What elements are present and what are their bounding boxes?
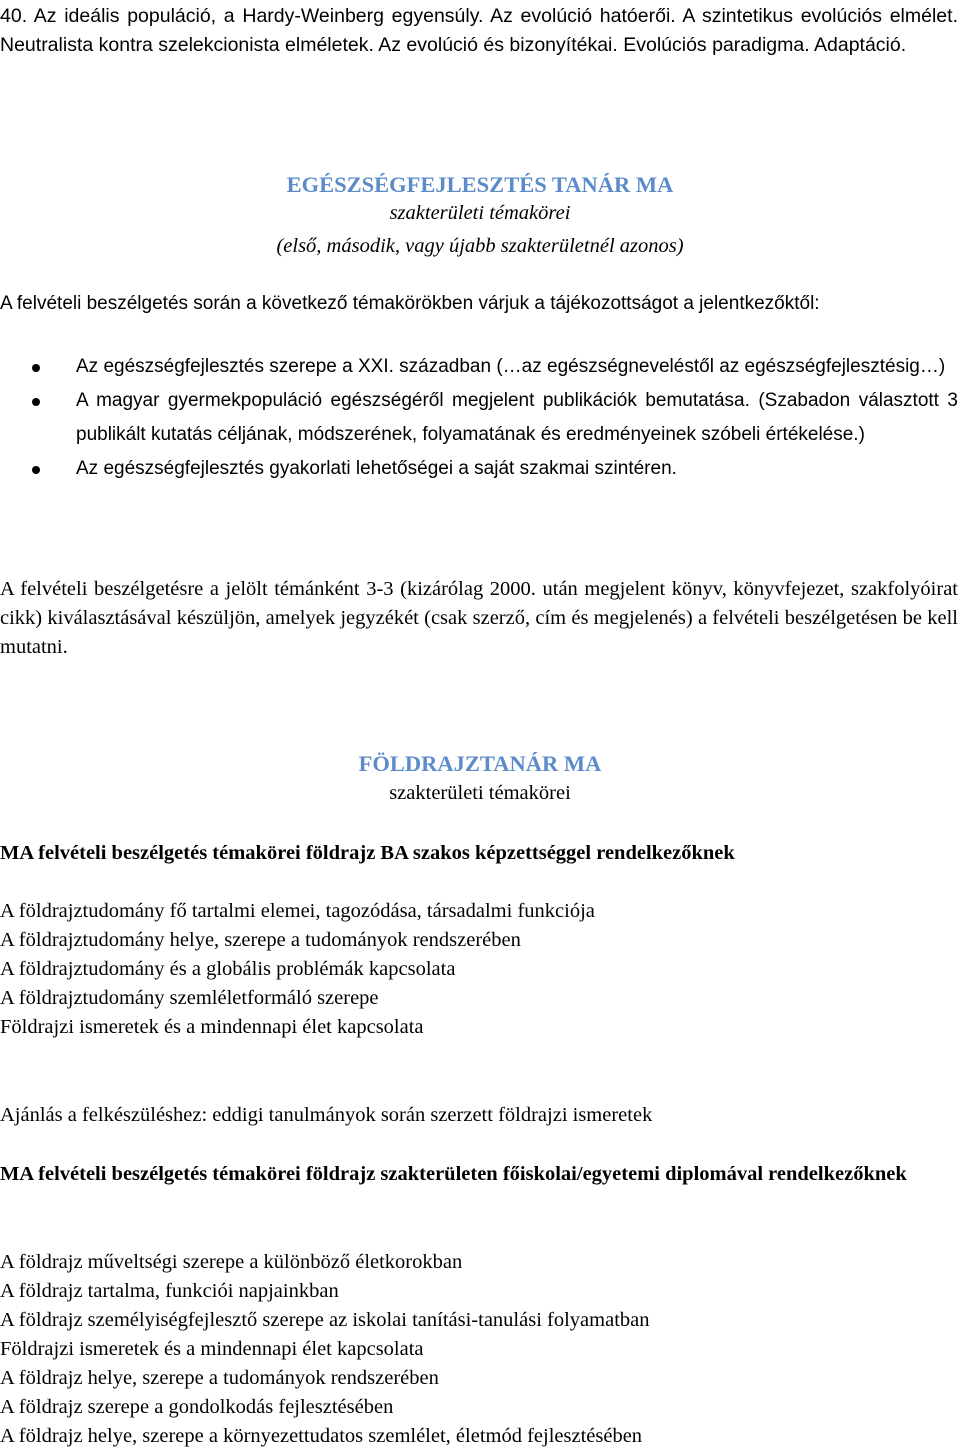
list-item: Földrajzi ismeretek és a mindennapi élet kapcsolata xyxy=(0,1338,424,1360)
section-subtitle-note: (első, második, vagy újabb szakterületnél azonos) xyxy=(276,235,684,257)
bullet-dot-icon xyxy=(32,466,40,474)
list-item: A földrajztudomány fő tartalmi elemei, tagozódása, társadalmi funkciója xyxy=(0,900,595,922)
list-item: A földrajztudomány helye, szerepe a tudományok rendszerében xyxy=(0,929,521,951)
intro-paragraph: A felvételi beszélgetés során a következő témakörökben várjuk a tájékozottságot a jelentkezőktől: xyxy=(0,293,820,314)
heading-ba: MA felvételi beszélgetés témakörei földrajz BA szakos képzettséggel rendelkezőknek xyxy=(0,842,735,864)
bullet-item xyxy=(0,452,958,486)
section-title-geography: FÖLDRAJZTANÁR MA xyxy=(358,751,602,776)
recommendation-text: Ajánlás a felkészüléshez: eddigi tanulmányok során szerzett földrajzi ismeretek xyxy=(0,1104,653,1126)
bullet-dot-icon xyxy=(32,364,40,372)
list-item: Földrajzi ismeretek és a mindennapi élet kapcsolata xyxy=(0,1016,424,1038)
list-item: A földrajz szerepe a gondolkodás fejlesztésében xyxy=(0,1396,394,1418)
bullet-text: A magyar gyermekpopuláció egészségéről megjelent publikációk bemutatása. (Szabadon választott 3 publikált kutatás céljának, módszerének, folyamatának és eredményeinek szóbeli értékelése.) xyxy=(76,390,958,445)
section-subtitle: szakterületi témakörei xyxy=(389,202,571,224)
list-item: A földrajz helye, szerepe a környezettudatos szemlélet, életmód fejlesztésében xyxy=(0,1425,643,1447)
bullet-dot-icon xyxy=(32,398,40,406)
list-item: A földrajz személyiségfejlesztő szerepe az iskolai tanítási-tanulási folyamatban xyxy=(0,1309,650,1331)
closing-paragraph: A felvételi beszélgetésre a jelölt témánként 3-3 (kizárólag 2000. után megjelent könyv, könyvfejezet, szakfolyóirat cikk) kiválasztásával készüljön, amelyek jegyzékét (csak szerző, cím és megjelenés) a felvételi beszélgetésen be kell mutatni. xyxy=(0,578,958,658)
list-item: A földrajz tartalma, funkciói napjainkban xyxy=(0,1280,339,1302)
topic-item-40: 40. Az ideális populáció, a Hardy-Weinberg egyensúly. Az evolúció hatóerői. A szintetikus evolúciós elmélet. Neutralista kontra szelekcionista elméletek. Az evolúció és bizonyítékai. Evolúciós paradigma. Adaptáció. xyxy=(0,5,958,56)
list-item: A földrajztudomány szemléletformáló szerepe xyxy=(0,987,379,1009)
list-item: A földrajz műveltségi szerepe a különböző életkorokban xyxy=(0,1251,463,1273)
bullet-text: Az egészségfejlesztés szerepe a XXI. században (…az egészségneveléstől az egészségfejlesztésig…) xyxy=(76,356,946,377)
section-subtitle: szakterületi témakörei xyxy=(389,782,571,804)
topic-bullet-list xyxy=(0,350,958,486)
heading-diploma: MA felvételi beszélgetés témakörei földrajz szakterületen főiskolai/egyetemi diplomával rendelkezőknek xyxy=(0,1163,907,1185)
section-title-health: EGÉSZSÉGFEJLESZTÉS TANÁR MA xyxy=(286,172,674,197)
list-item: A földrajztudomány és a globális problémák kapcsolata xyxy=(0,958,456,980)
bullet-text: Az egészségfejlesztés gyakorlati lehetőségei a saját szakmai szintéren. xyxy=(76,458,677,479)
list-item: A földrajz helye, szerepe a tudományok rendszerében xyxy=(0,1367,439,1389)
bullet-item xyxy=(0,350,958,384)
bullet-item xyxy=(0,384,958,452)
